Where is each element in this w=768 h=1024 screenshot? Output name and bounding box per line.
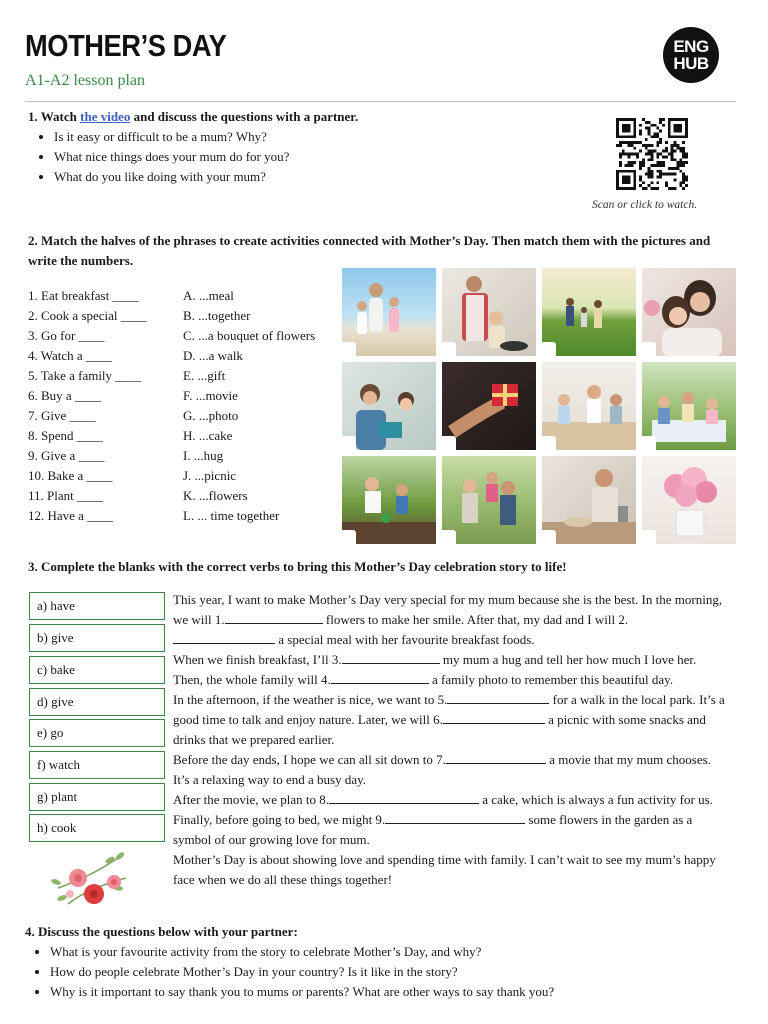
verb-option-box: c) bake [29,656,165,684]
photo-family-beach [342,268,436,356]
section-3-heading: 3. Complete the blanks with the correct verbs to bring this Mother’s Day celebration story to life! [28,559,567,574]
photo-number-box[interactable] [542,342,556,356]
blank-4[interactable] [331,671,429,684]
photo-number-box[interactable] [542,436,556,450]
section-4-heading: 4. Discuss the questions below with your partner: [25,924,298,939]
photo-gift-family [342,362,436,450]
video-link[interactable]: the video [80,109,131,124]
verb-option-box: h) cook [29,814,165,842]
blank-8[interactable] [329,791,479,804]
photo-number-box[interactable] [642,436,656,450]
story-text: This year, I want to make Mother’s Day very special for my mum because she is the best. In the morning, we will 1. flowers to make her smile. After that, my dad and I will 2. a special meal with her favourite breakfast foods. When we finish breakfast, I’ll 3. my mum a hug and tell her how much I love her. Then, the whole family will 4. a family photo to remember this beautiful day. In the afternoon, if the weather is nice, we want to 5. for a walk in the local park. It’s a good time to talk and enjoy nature. Later, we will 6. a picnic with some snacks and drinks that we prepared earlier. Before the day ends, I hope we can all sit down to 7. a movie that my mum chooses. It’s a relaxing way to end a busy day. After the movie, we plan to 8. a cake, which is always a fun activity for us. Finally, before going to bed, we might 9. some flowers in the garden as a symbol of our growing love for mum. Mother’s Day is about showing love and spending time with family. I can’t wait to see my mum’s happy face when we do all these things together! [173,592,725,887]
photo-family-breakfast [542,362,636,450]
list-item: J. ...picnic [183,468,237,483]
header-divider [25,101,736,102]
section-1-heading: 1. Watch the video and discuss the questions with a partner. [28,109,359,124]
photo-mother-daughter-hug [642,268,736,356]
verb-option-box: b) give [29,624,165,652]
photo-number-box[interactable] [342,342,356,356]
list-item: 3. Go for ____ [28,328,105,343]
blank-2[interactable] [173,631,275,644]
phrase-second-halves [183,286,315,526]
qr-caption: Scan or click to watch. [592,199,698,211]
list-item: E. ...gift [183,368,226,383]
list-item: 12. Have a ____ [28,508,114,523]
list-item: • What do you like doing with your mum? [54,167,289,187]
list-item: 11. Plant ____ [28,488,103,503]
blank-9[interactable] [385,811,525,824]
page-title: MOTHER’S DAY [25,28,227,63]
photo-gift-box [442,362,536,450]
list-item: 5. Take a family ____ [28,368,142,383]
list-item: 2. Cook a special ____ [28,308,147,323]
section-4-questions [32,942,554,1002]
blank-3[interactable] [342,651,440,664]
blank-6[interactable] [443,711,545,724]
photo-family-park [442,456,536,544]
page-subtitle: A1-A2 lesson plan [25,72,145,89]
blank-7[interactable] [446,751,546,764]
list-item: 6. Buy a ____ [28,388,101,403]
list-item: 7. Give ____ [28,408,96,423]
list-item: 4. Watch a ____ [28,348,112,363]
list-item: K. ...flowers [183,488,248,503]
blank-1[interactable] [225,611,323,624]
list-item: 8. Spend ____ [28,428,103,443]
photo-number-box[interactable] [342,436,356,450]
verb-option-box: g) plant [29,783,165,811]
verb-option-box: e) go [29,719,165,747]
list-item: • Why is it important to say thank you to mums or parents? What are other ways to say thank you? [50,982,554,1002]
photo-number-box[interactable] [442,530,456,544]
photo-family-walk [542,268,636,356]
qr-code-icon[interactable] [614,118,690,190]
flower-decoration-icon [48,848,134,912]
list-item: 1. Eat breakfast ____ [28,288,139,303]
list-item: I. ...hug [183,448,224,463]
photo-number-box[interactable] [642,530,656,544]
photo-picnic [642,362,736,450]
list-item: C. ...a bouquet of flowers [183,328,316,343]
list-item: A. ...meal [183,288,234,303]
list-item: • How do people celebrate Mother’s Day in your country? Is it like in the story? [50,962,554,982]
list-item: • What nice things does your mum do for you? [54,147,289,167]
logo-line-1: ENG [673,37,709,56]
photo-number-box[interactable] [542,530,556,544]
logo-line-2: HUB [673,54,709,73]
photo-baking [542,456,636,544]
photo-cooking [442,268,536,356]
list-item: L. ... time together [183,508,280,523]
photo-number-box[interactable] [442,436,456,450]
verb-option-box: f) watch [29,751,165,779]
section-2-heading: 2. Match the halves of the phrases to create activities connected with Mother’s Day. Then match them with the pictures and write the numbers. [28,233,711,268]
list-item: F. ...movie [183,388,238,403]
list-item: D. ...a walk [183,348,243,363]
list-item: 10. Bake a ____ [28,468,113,483]
blank-5[interactable] [447,691,549,704]
list-item: 9. Give a ____ [28,448,105,463]
photo-number-box[interactable] [442,342,456,356]
photo-number-box[interactable] [642,342,656,356]
photo-number-box[interactable] [342,530,356,544]
verb-option-box: a) have [29,592,165,620]
phrase-first-halves [28,286,147,526]
photo-planting [342,456,436,544]
list-item: B. ...together [183,308,251,323]
list-item: H. ...cake [183,428,233,443]
verb-option-box: d) give [29,688,165,716]
eng-hub-logo[interactable] [663,27,719,83]
photo-grid [342,268,736,544]
list-item: • What is your favourite activity from the story to celebrate Mother’s Day, and why? [50,942,554,962]
section-1-questions [36,127,289,187]
list-item: • Is it easy or difficult to be a mum? Why? [54,127,289,147]
list-item: G. ...photo [183,408,239,423]
photo-flower-bouquet [642,456,736,544]
